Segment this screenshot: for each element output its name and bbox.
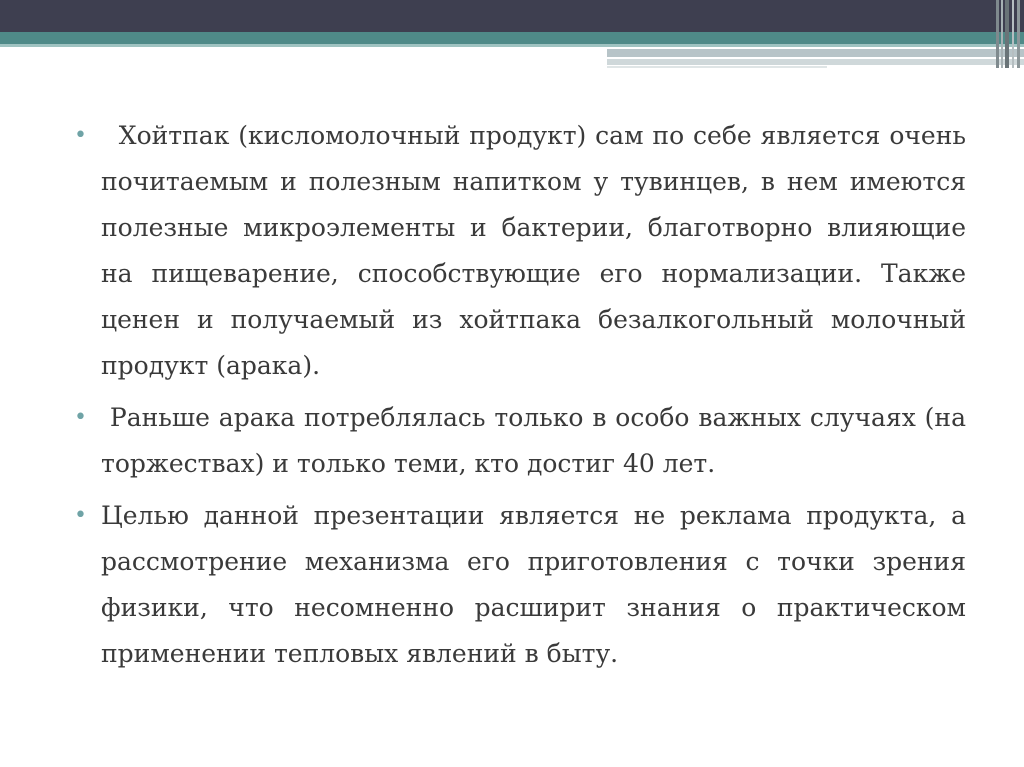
header-band-teal [0, 32, 1024, 44]
bullet-item-1 [74, 113, 966, 389]
bullet-marker-icon: • [74, 123, 87, 148]
bullet-marker-icon: • [74, 405, 87, 430]
edge-stripe [996, 0, 999, 68]
header-band-dark [0, 0, 1024, 32]
bullet-marker-icon: • [74, 503, 87, 528]
bullet-item-2 [74, 395, 966, 487]
edge-stripe [1005, 0, 1009, 68]
bullet-item-3 [74, 493, 966, 677]
bullet-text: Хойтпак (кисломолочный продукт) сам по себе является очень почитаемым и полезным напитком у тувинцев, в нем имеются полезные микроэлементы и бактерии, благотворно влияющие на пищеварение, способствующие его нормализации. Также ценен и получаемый из хойтпака безалкогольный молочный продукт (арака). [101, 121, 966, 380]
header-band-grey [607, 49, 1024, 57]
edge-stripe [1012, 0, 1014, 68]
bullet-text: Целью данной презентации является не реклама продукта, а рассмотрение механизма его приготовления с точки зрения физики, что несомненно расширит знания о практическом применении тепловых явлений в быту. [101, 501, 966, 668]
edge-stripe [1017, 0, 1020, 68]
header-band-grey [607, 59, 1024, 65]
bullet-text: Раньше арака потреблялась только в особо важных случаях (на торжествах) и только теми, кто достиг 40 лет. [101, 403, 966, 478]
edge-stripe [1001, 0, 1003, 68]
header-band-teal-light [0, 44, 1024, 47]
header-band-grey [607, 66, 827, 68]
bullet-list [74, 113, 966, 683]
